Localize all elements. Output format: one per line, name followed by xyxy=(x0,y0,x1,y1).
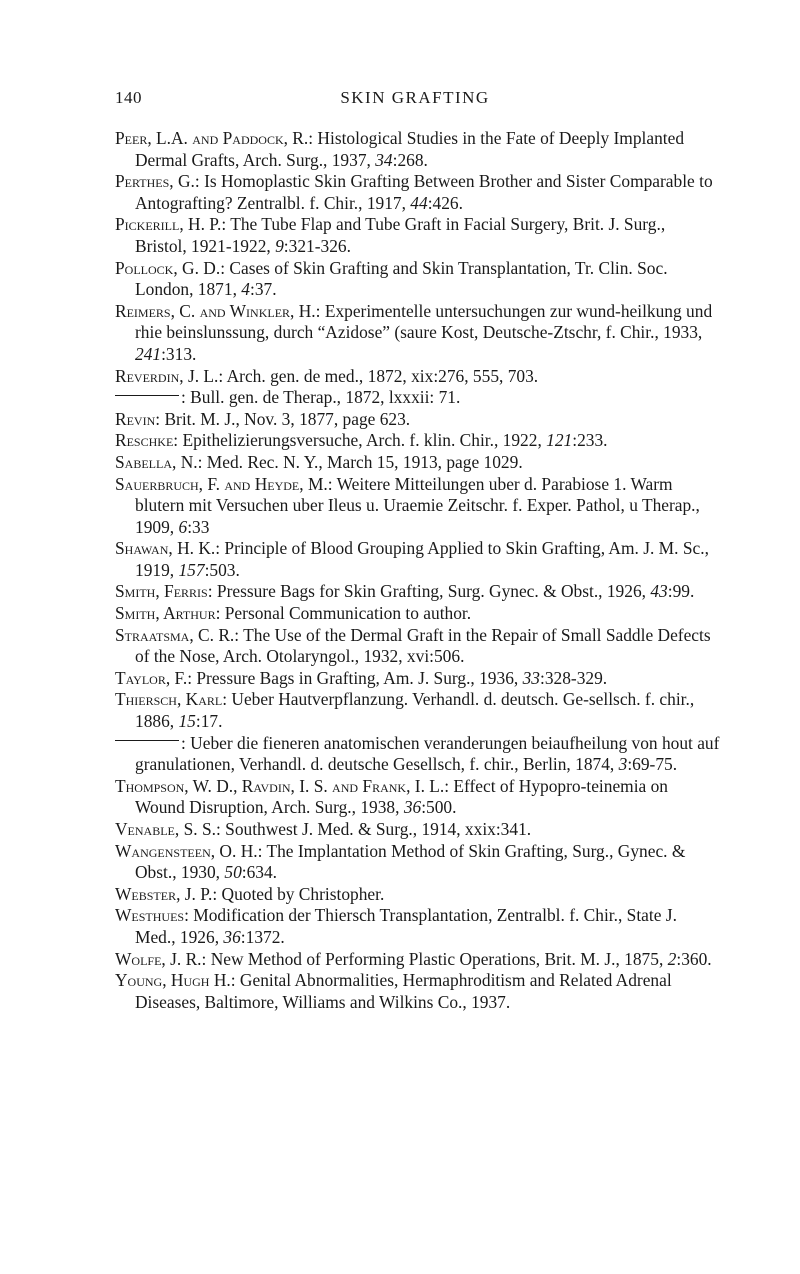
reference-author: Wangensteen, O. H. xyxy=(115,840,258,861)
reference-text: : Ueber die fieneren anatomischen veranderungen beiaufheilung von hout auf granulationen, Verhandl. d. deutsche Gesellsch, f. chir., Berlin, 1874, xyxy=(135,732,720,775)
reference-pages: :634. xyxy=(241,862,278,883)
reference-author: Sauerbruch, F. and Heyde, M. xyxy=(115,473,328,494)
reference-entry xyxy=(115,733,720,776)
reference-volume: 43 xyxy=(650,581,668,602)
reference-text: : Med. Rec. N. Y., March 15, 1913, page 1029. xyxy=(197,451,523,472)
reference-volume: 33 xyxy=(522,667,540,688)
reference-volume: 36 xyxy=(223,926,241,947)
reference-text: : Pressure Bags for Skin Grafting, Surg. Gynec. & Obst., 1926, xyxy=(207,581,651,602)
reference-entry xyxy=(115,214,720,257)
reference-text: : Epithelizierungsversuche, Arch. f. klin. Chir., 1922, xyxy=(173,430,547,451)
reference-pages: :500. xyxy=(421,797,457,818)
reference-entry xyxy=(115,409,720,431)
running-head: SKIN GRAFTING xyxy=(340,88,490,107)
reference-author: Peer, L.A. and Paddock, R. xyxy=(115,128,309,148)
reference-author: Straatsma, C. R. xyxy=(115,624,235,645)
reference-volume: 4 xyxy=(241,279,250,300)
reference-volume: 9 xyxy=(275,235,284,256)
ditto-dash xyxy=(115,395,179,396)
reference-entry xyxy=(115,171,720,214)
reference-pages: :313. xyxy=(161,343,197,364)
reference-author: Westhues xyxy=(115,905,185,926)
reference-entry xyxy=(115,474,720,539)
reference-entry xyxy=(115,841,720,884)
reference-pages: :33 xyxy=(187,516,210,537)
reference-text: : Principle of Blood Grouping Applied to Skin Grafting, Am. J. M. Sc., 1919, xyxy=(135,538,709,580)
reference-entry xyxy=(115,258,720,301)
reference-author: Reverdin, J. L. xyxy=(115,365,219,386)
reference-entry xyxy=(115,949,720,971)
reference-volume: 15 xyxy=(178,711,196,732)
reference-text: : Ueber Hautverpflanzung. Verhandl. d. deutsch. Ge-sellsch. f. chir., 1886, xyxy=(135,689,695,732)
reference-volume: 3 xyxy=(618,754,628,775)
reference-text: : Modification der Thiersch Transplantation, Zentralbl. f. Chir., State J. Med., 1926, xyxy=(135,905,677,947)
reference-entry xyxy=(115,452,720,474)
reference-author: Reimers, C. and Winkler, H. xyxy=(115,300,316,321)
reference-text: : Southwest J. Med. & Surg., 1914, xxix:341. xyxy=(215,819,532,839)
reference-entry xyxy=(115,689,720,732)
reference-volume: 36 xyxy=(403,797,422,818)
reference-volume: 44 xyxy=(410,192,428,213)
reference-volume: 34 xyxy=(375,149,393,170)
reference-author: Thompson, W. D., Ravdin, I. S. and Frank, I. L. xyxy=(115,775,445,796)
reference-pages: :268. xyxy=(392,149,428,170)
reference-text: : New Method of Performing Plastic Operations, Brit. M. J., 1875, xyxy=(201,948,668,969)
reference-text: : The Tube Flap and Tube Graft in Facial Surgery, Brit. J. Surg., Bristol, 1921-1922, xyxy=(135,214,666,256)
reference-entry xyxy=(115,538,720,581)
reference-volume: 157 xyxy=(178,559,205,580)
reference-author: Revin xyxy=(115,408,156,429)
reference-pages: :99. xyxy=(667,581,695,602)
reference-entry xyxy=(115,301,720,366)
reference-text: : The Implantation Method of Skin Grafting, Surg., Gynec. & Obst., 1930, xyxy=(135,840,686,883)
reference-text: : Quoted by Christopher. xyxy=(212,883,385,904)
reference-author: Pollock, G. D. xyxy=(115,257,221,278)
reference-entry xyxy=(115,603,720,625)
reference-entry xyxy=(115,776,720,819)
reference-entry xyxy=(115,366,720,388)
reference-author: Wolfe, J. R. xyxy=(115,948,202,969)
reference-entry xyxy=(115,581,720,603)
reference-pages: :233. xyxy=(572,430,608,451)
reference-author: Smith, Ferris xyxy=(115,581,208,602)
reference-entry xyxy=(115,625,720,668)
reference-entry xyxy=(115,387,720,409)
reference-text: : Pressure Bags in Grafting, Am. J. Surg., 1936, xyxy=(187,667,523,688)
reference-entry xyxy=(115,970,720,1013)
reference-volume: 2 xyxy=(667,948,677,969)
reference-author: Venable, S. S. xyxy=(115,819,216,839)
reference-pages: :328-329. xyxy=(539,667,608,688)
reference-pages: :37. xyxy=(249,279,277,300)
reference-entry xyxy=(115,819,720,841)
reference-entry xyxy=(115,905,720,948)
reference-text: : Effect of Hypopro-teinemia on Wound Disruption, Arch. Surg., 1938, xyxy=(135,775,668,818)
ditto-dash xyxy=(115,740,179,741)
reference-pages: :503. xyxy=(204,559,240,580)
reference-entry xyxy=(115,430,720,452)
reference-pages: :69-75. xyxy=(627,754,678,775)
reference-text: : Personal Communication to author. xyxy=(215,603,472,624)
reference-author: Smith, Arthur xyxy=(115,603,216,624)
reference-text: : Is Homoplastic Skin Grafting Between Brother and Sister Comparable to Antografting? Zentralbl. f. Chir., 1917, xyxy=(135,171,713,213)
reference-pages: :321-326. xyxy=(283,235,351,256)
reference-list xyxy=(115,128,720,1013)
reference-text: : Experimentelle untersuchungen zur wund-heilkung und rhie beinslunssung, durch “Azidose” (saure Kost, Deutsche-Ztschr, f. Chir., 1933, xyxy=(135,300,713,343)
reference-author: Reschke xyxy=(115,430,174,451)
reference-volume: 241 xyxy=(135,343,162,364)
reference-pages: :360. xyxy=(676,948,712,969)
reference-text: : Bull. gen. de Therap., 1872, lxxxii: 71. xyxy=(181,387,461,408)
page-number: 140 xyxy=(115,88,142,107)
reference-entry xyxy=(115,128,720,171)
reference-entry xyxy=(115,884,720,906)
page-header xyxy=(115,88,715,110)
reference-volume: 50 xyxy=(224,862,242,883)
reference-author: Webster, J. P. xyxy=(115,883,213,904)
reference-author: Taylor, F. xyxy=(115,667,188,688)
reference-text: : Genital Abnormalities, Hermaphroditism and Related Adrenal Diseases, Baltimore, Williams and Wilkins Co., 1937. xyxy=(135,970,672,1012)
reference-text: : Arch. gen. de med., 1872, xix:276, 555, 703. xyxy=(218,365,539,386)
reference-author: Sabella, N. xyxy=(115,451,198,472)
reference-pages: :1372. xyxy=(240,926,285,947)
reference-text: : Cases of Skin Grafting and Skin Transplantation, Tr. Clin. Soc. London, 1871, xyxy=(135,257,668,300)
reference-pages: :17. xyxy=(195,711,223,732)
reference-pages: :426. xyxy=(427,192,463,213)
reference-text: : The Use of the Dermal Graft in the Repair of Small Saddle Defects of the Nose, Arch. Otolaryngol., 1932, xvi:506. xyxy=(135,624,711,667)
reference-author: Thiersch, Karl xyxy=(115,689,223,710)
reference-author: Pickerill, H. P. xyxy=(115,214,222,235)
reference-text: : Weitere Mitteilungen uber d. Parabiose 1. Warm blutern mit Versuchen uber Ileus u. Uraemie Zeitschr. f. Exper. Pathol, u Therap., 1909, xyxy=(135,473,700,537)
reference-text: : Histological Studies in the Fate of Deeply Implanted Dermal Grafts, Arch. Surg., 1937, xyxy=(135,128,685,170)
reference-author: Young, Hugh H. xyxy=(115,970,231,991)
reference-volume: 6 xyxy=(178,516,188,537)
reference-author: Perthes, G. xyxy=(115,171,195,192)
reference-volume: 121 xyxy=(546,430,573,451)
reference-entry xyxy=(115,668,720,690)
reference-text: : Brit. M. J., Nov. 3, 1877, page 623. xyxy=(155,408,411,429)
reference-author: Shawan, H. K. xyxy=(115,538,216,559)
